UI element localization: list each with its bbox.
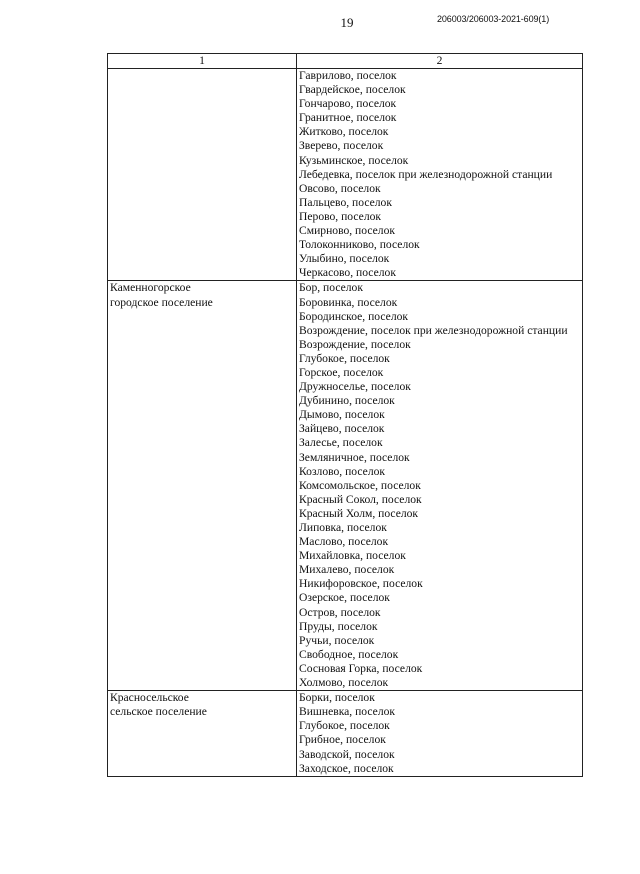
municipality-cell	[108, 69, 297, 281]
settlement-item: Липовка, поселок	[299, 521, 387, 534]
settlement-item: Зайцево, поселок	[299, 422, 385, 436]
settlement-item: Заводской, поселок	[299, 747, 395, 761]
settlement-item: Возрождение, поселок при железнодорожной станции	[299, 323, 568, 337]
settlement-item: Глубокое, поселок	[299, 351, 390, 365]
settlement-item: Горское, поселок	[299, 365, 384, 379]
municipality-name: Красносельское сельское поселение	[110, 691, 207, 719]
settlement-item: Житково, поселок	[299, 125, 389, 139]
settlement-item: Пальцево, поселок	[299, 195, 392, 209]
column-header-1: 1	[108, 54, 297, 69]
settlement-item: Перово, поселок	[299, 209, 382, 223]
settlements-table	[107, 53, 583, 777]
settlement-item: Бор, поселок	[299, 281, 363, 295]
settlement-item: Смирново, поселок	[299, 224, 395, 238]
settlements-cell	[297, 69, 583, 281]
settlement-item: Красный Холм, поселок	[299, 506, 419, 520]
settlement-item: Бородинское, поселок	[299, 309, 409, 323]
settlement-item: Дубинино, поселок	[299, 394, 395, 408]
settlement-item: Козлово, поселок	[299, 464, 386, 478]
settlement-item: Красный Сокол, поселок	[299, 492, 422, 506]
settlement-item: Маслово, поселок	[299, 535, 389, 549]
settlement-item: Заходское, поселок	[299, 761, 394, 775]
settlement-item: Никифоровское, поселок	[299, 577, 423, 591]
settlement-item: Овсово, поселок	[299, 181, 381, 195]
table-row	[108, 69, 583, 281]
settlement-item: Ручьи, поселок	[299, 633, 375, 647]
settlement-item: Гаврилово, поселок	[299, 69, 397, 82]
column-header-2: 2	[297, 54, 583, 69]
settlement-item: Борки, поселок	[299, 691, 375, 705]
document-id: 206003/206003-2021-609(1)	[437, 14, 550, 24]
table-row	[108, 281, 583, 691]
settlement-item: Грибное, поселок	[299, 733, 386, 747]
settlement-item: Черкасово, поселок	[299, 266, 396, 280]
settlement-item: Толоконниково, поселок	[299, 238, 420, 252]
settlement-item: Сосновая Горка, поселок	[299, 661, 423, 675]
settlement-item: Дымово, поселок	[299, 408, 385, 422]
municipality-name: Каменногорское городское поселение	[110, 281, 213, 309]
settlement-item: Гранитное, поселок	[299, 111, 397, 125]
settlements-cell	[297, 281, 583, 691]
table-header-row	[108, 54, 583, 69]
municipality-cell	[108, 281, 297, 691]
settlement-item: Залесье, поселок	[299, 436, 383, 450]
settlement-item: Свободное, поселок	[299, 647, 399, 661]
settlement-item: Гвардейское, поселок	[299, 83, 406, 97]
settlement-item: Гончарово, поселок	[299, 97, 397, 111]
settlement-item: Озерское, поселок	[299, 591, 390, 605]
settlement-item: Зверево, поселок	[299, 139, 384, 153]
settlement-item: Лебедевка, поселок при железнодорожной станции	[299, 167, 553, 181]
settlement-item: Земляничное, поселок	[299, 450, 410, 464]
settlement-item: Пруды, поселок	[299, 619, 378, 633]
municipality-cell	[108, 691, 297, 777]
table-row	[108, 691, 583, 777]
settlement-item: Комсомольское, поселок	[299, 478, 421, 492]
settlements-cell	[297, 691, 583, 777]
settlement-item: Михайловка, поселок	[299, 549, 406, 563]
settlement-item: Кузьминское, поселок	[299, 153, 409, 167]
settlement-item: Дружноселье, поселок	[299, 380, 411, 394]
page-number: 19	[340, 15, 354, 30]
settlement-item: Вишневка, поселок	[299, 705, 396, 719]
settlement-item: Возрождение, поселок	[299, 337, 411, 351]
settlement-item: Улыбино, поселок	[299, 252, 390, 266]
settlement-item: Холмово, поселок	[299, 676, 389, 690]
settlement-item: Боровинка, поселок	[299, 295, 398, 309]
settlement-item: Михалево, поселок	[299, 563, 395, 577]
settlement-item: Остров, поселок	[299, 605, 381, 619]
settlement-item: Глубокое, поселок	[299, 719, 390, 733]
